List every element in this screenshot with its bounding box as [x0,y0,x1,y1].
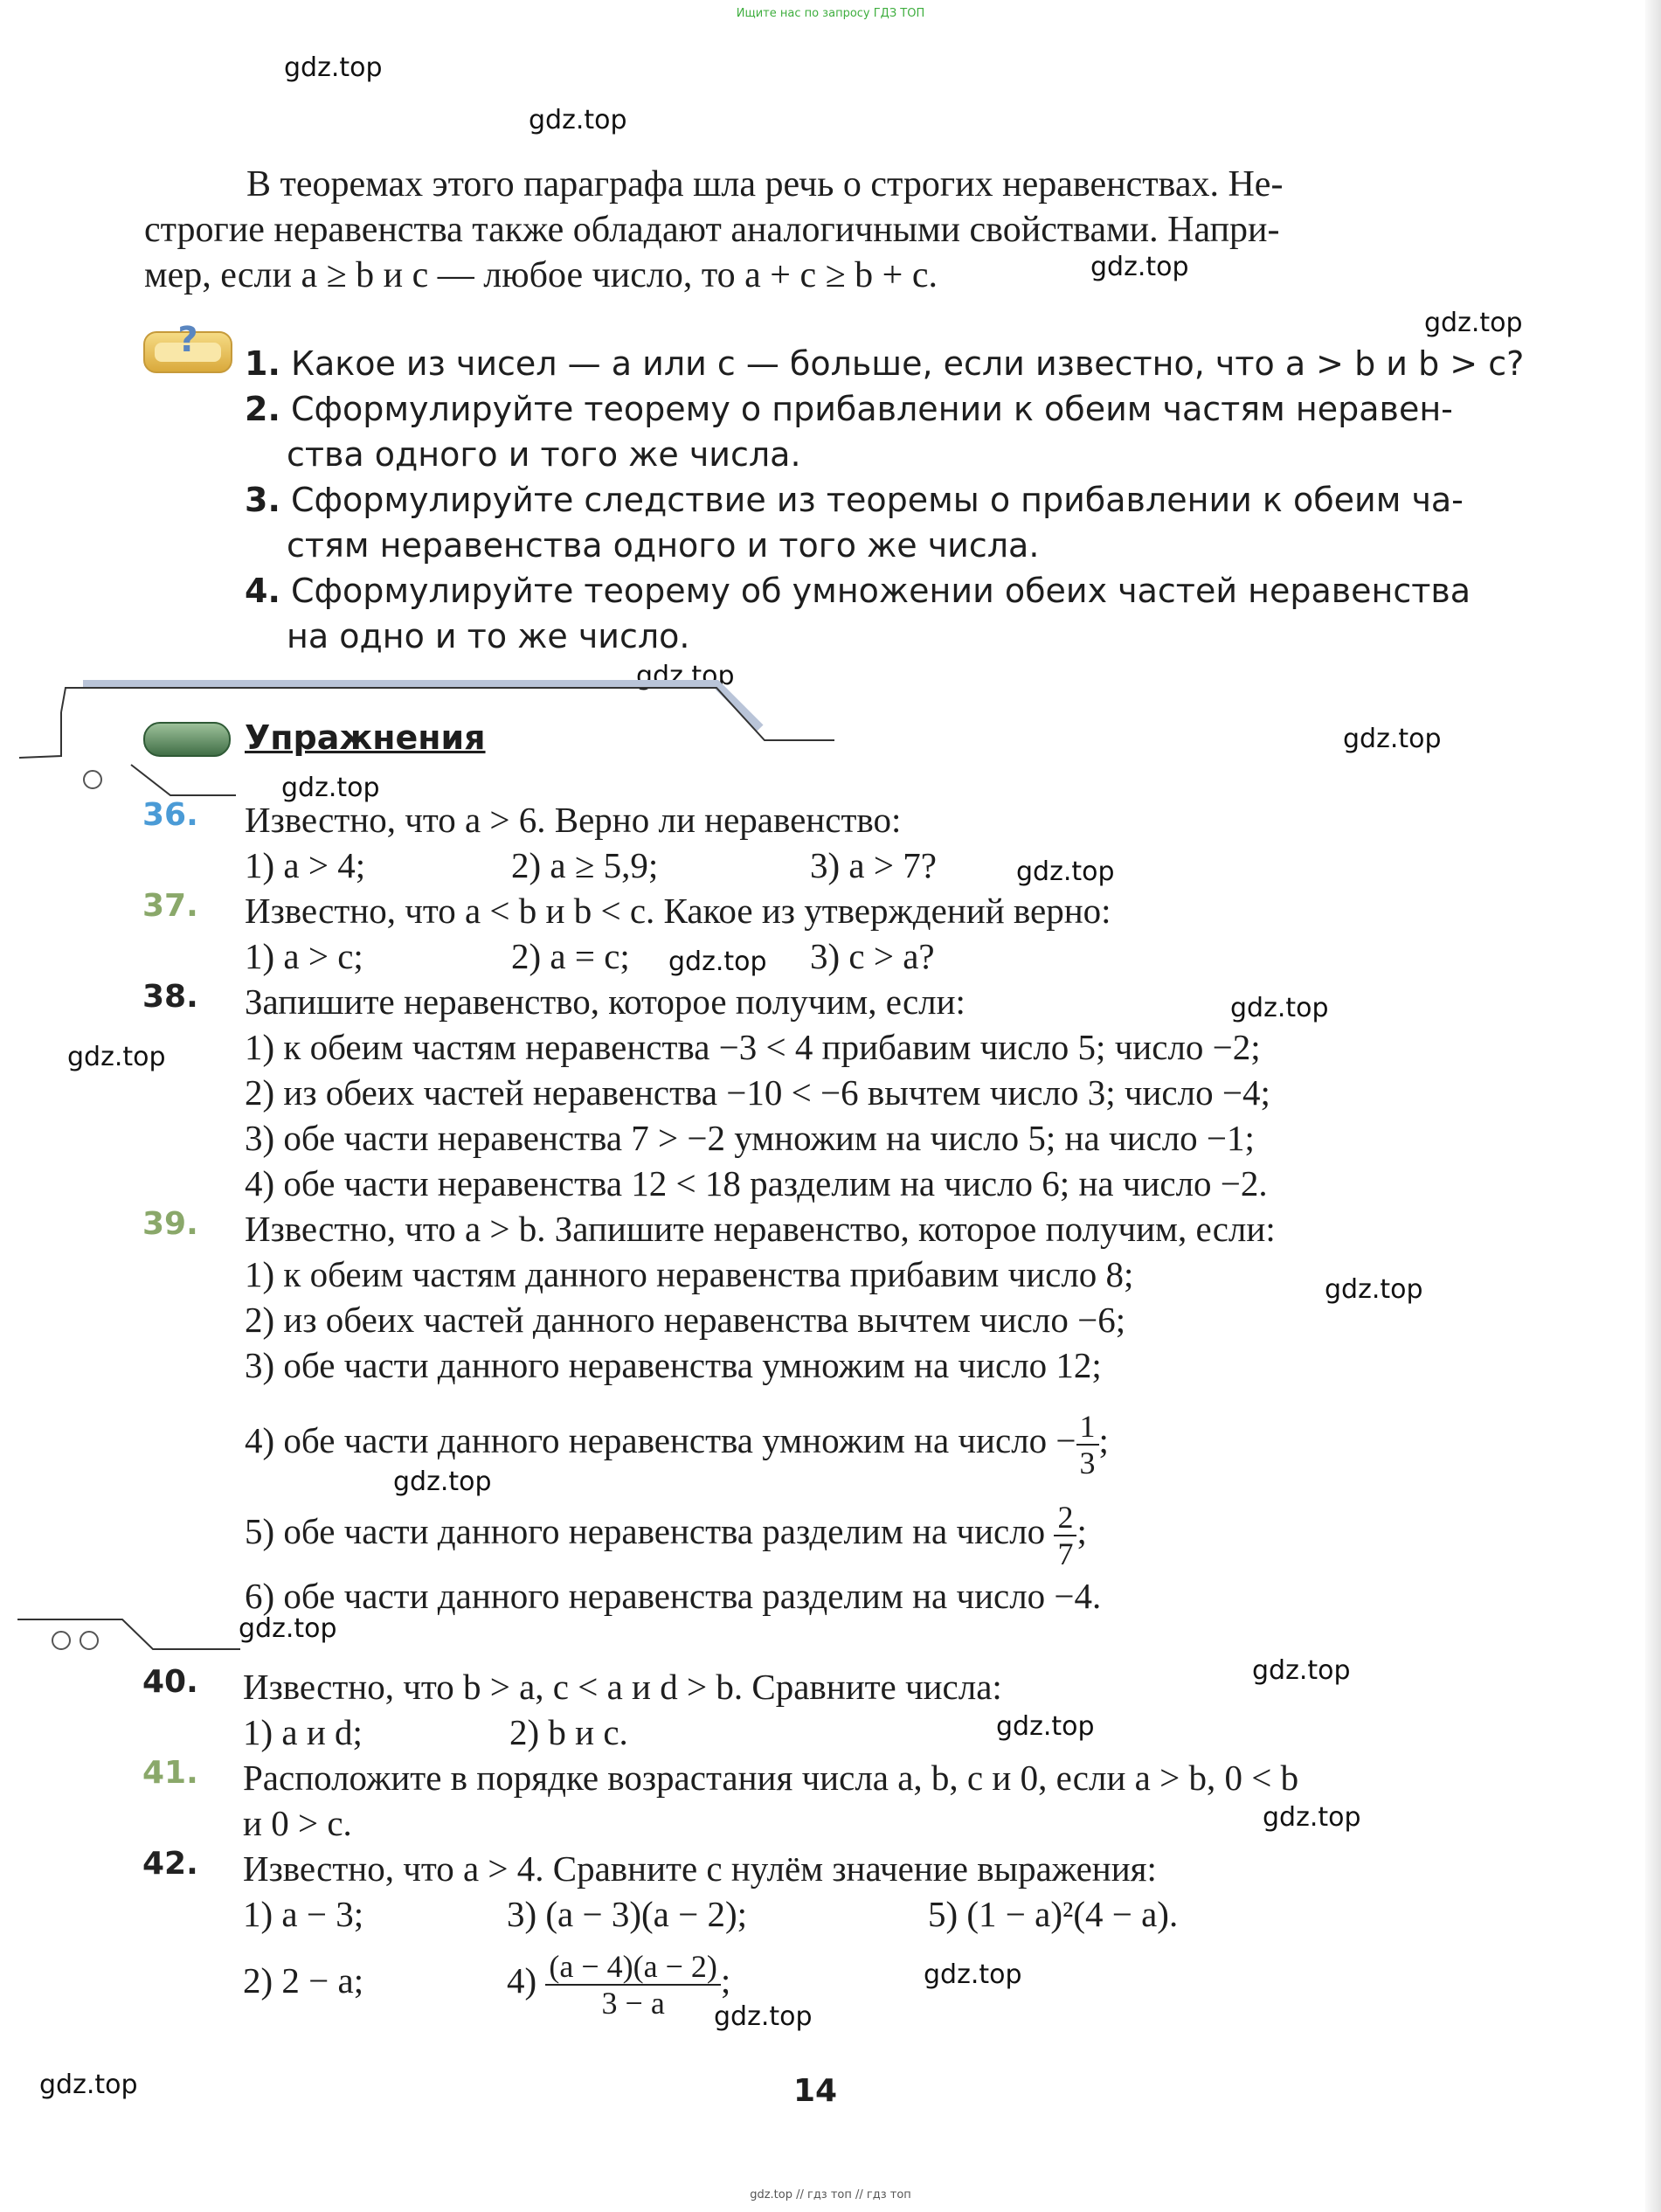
exercise-item: 3) обе части данного неравенства умножим на число 12; [245,1345,1102,1385]
exercise-option: 2) b и c. [509,1712,628,1752]
fraction: $\frac{1}{3}$ [1076,1409,1099,1480]
exercise-option: 3) (a − 3)(a − 2); [507,1894,748,1934]
exercise-text: Известно, что a > 6. Верно ли неравенство: [245,800,902,840]
exercise-text: Запишите неравенство, которое получим, если: [245,981,965,1022]
exercise-item: 4) обе части неравенства 12 < 18 разделим на число 6; на число −2. [245,1163,1268,1203]
exercise-text: Известно, что a > b. Запишите неравенство, которое получим, если: [245,1209,1276,1249]
exercise-item: 2) из обеих частей данного неравенства вычтем число −6; [245,1300,1126,1340]
question-4: 4. Сформулируйте теорему об умножении обеих частей неравенства [245,572,1471,610]
question-3-cont: стям неравенства одного и того же числа. [287,526,1040,565]
question-1: 1. Какое из чисел — a или c — больше, если известно, что a > b и b > c? [245,344,1525,383]
watermark: gdz.top [1252,1655,1351,1686]
section-title: Упражнения [245,718,486,757]
watermark: gdz.top [714,2001,813,2032]
exercise-item: 1) к обеим частям данного неравенства прибавим число 8; [245,1254,1134,1294]
exercise-text: Известно, что a > 4. Сравните с нулём значение выражения: [243,1848,1157,1889]
exercise-option: 5) (1 − a)²(4 − a). [928,1894,1179,1934]
exercise-item-fraction: 5) обе части данного неравенства разделим на число $\frac{2}{7}$ ; [245,1499,1087,1571]
exercise-text: Известно, что a < b и b < c. Какое из утверждений верно: [245,891,1111,931]
watermark: gdz.top [636,661,735,691]
exercise-option: 1) a > 4; [245,845,366,885]
fraction: $\frac{(a - 4)(a - 2)}{3 - a}$ [545,1949,721,2021]
watermark: gdz.top [39,2070,138,2100]
exercise-option: 2) a = c; [511,936,630,976]
exercise-option: 2) a ≥ 5,9; [511,845,659,885]
watermark: gdz.top [1343,724,1442,754]
exercise-item-fraction: 4) обе части данного неравенства умножим на число − $\frac{1}{3}$ ; [245,1408,1109,1480]
exercise-number: 39. [142,1206,198,1242]
watermark: gdz.top [284,52,383,83]
exercise-item: 2) из обеих частей неравенства −10 < −6 вычтем число 3; число −4; [245,1072,1270,1113]
exercise-option: 3) a > 7? [810,845,937,885]
watermark: gdz.top [529,105,627,135]
exercise-item: 3) обе части неравенства 7 > −2 умножим на число 5; на число −1; [245,1118,1255,1158]
watermark: gdz.top [996,1711,1095,1742]
top-banner: Ищите нас по запросу ГДЗ ТОП [736,7,925,20]
page-edge-shadow [1645,0,1661,2212]
watermark: gdz.top [1424,308,1523,338]
exercise-option: 1) a > c; [245,936,363,976]
exercise-item: 1) к обеим частям неравенства −3 < 4 прибавим число 5; число −2; [245,1027,1261,1067]
watermark: gdz.top [1263,1802,1361,1833]
exercise-text: Известно, что b > a, c < a и d > b. Сравните числа: [243,1667,1002,1707]
exercises-icon [142,721,232,758]
exercise-text-cont: и 0 > c. [243,1803,352,1843]
watermark: gdz.top [239,1613,337,1644]
watermark: gdz.top [67,1042,166,1072]
exercise-text: Расположите в порядке возрастания числа a, b, c и 0, если a > b, 0 < b [243,1758,1299,1798]
intro-line-1: В теоремах этого параграфа шла речь о строгих неравенствах. Не- [246,164,1284,205]
exercise-option-fraction: 4) $\frac{(a - 4)(a - 2)}{3 - a}$ ; [507,1948,731,2021]
fraction: $\frac{2}{7}$ [1054,1500,1076,1571]
bottom-banner: gdz.top // гдз топ // гдз топ [750,2188,911,2202]
exercise-option: 2) 2 − a; [243,1960,364,2001]
exercise-number: 36. [142,797,198,833]
watermark: gdz.top [393,1467,492,1497]
exercise-number: 40. [142,1664,198,1700]
watermark: gdz.top [924,1959,1022,1990]
svg-text:?: ? [177,320,198,360]
watermark: gdz.top [281,773,380,803]
watermark: gdz.top [1016,856,1115,887]
exercise-number: 38. [142,979,198,1015]
intro-line-3: мер, если a ≥ b и c — любое число, то a + c ≥ b + c. [144,255,938,295]
question-4-cont: на одно и то же число. [287,617,690,655]
page-number: 14 [793,2073,838,2109]
exercise-number: 42. [142,1846,198,1882]
watermark: gdz.top [668,947,767,977]
question-3: 3. Сформулируйте следствие из теоремы о прибавлении к обеим ча- [245,481,1464,519]
exercise-option: 1) a − 3; [243,1894,364,1934]
divider-decoration [0,1612,262,1656]
watermark: gdz.top [1230,993,1329,1023]
exercise-item: 6) обе части данного неравенства разделим на число −4. [245,1576,1102,1616]
watermark: gdz.top [1325,1274,1423,1305]
intro-line-2: строгие неравенства также обладают аналогичными свойствами. Напри- [144,210,1280,250]
question-icon [142,316,234,376]
exercise-option: 1) a и d; [243,1712,363,1752]
exercise-option: 3) c > a? [810,936,935,976]
question-2: 2. Сформулируйте теорему о прибавлении к обеим частям неравен- [245,390,1453,428]
watermark: gdz.top [1090,252,1189,282]
exercise-number: 37. [142,888,198,924]
question-2-cont: ства одного и того же числа. [287,435,801,474]
exercise-number: 41. [142,1755,198,1791]
